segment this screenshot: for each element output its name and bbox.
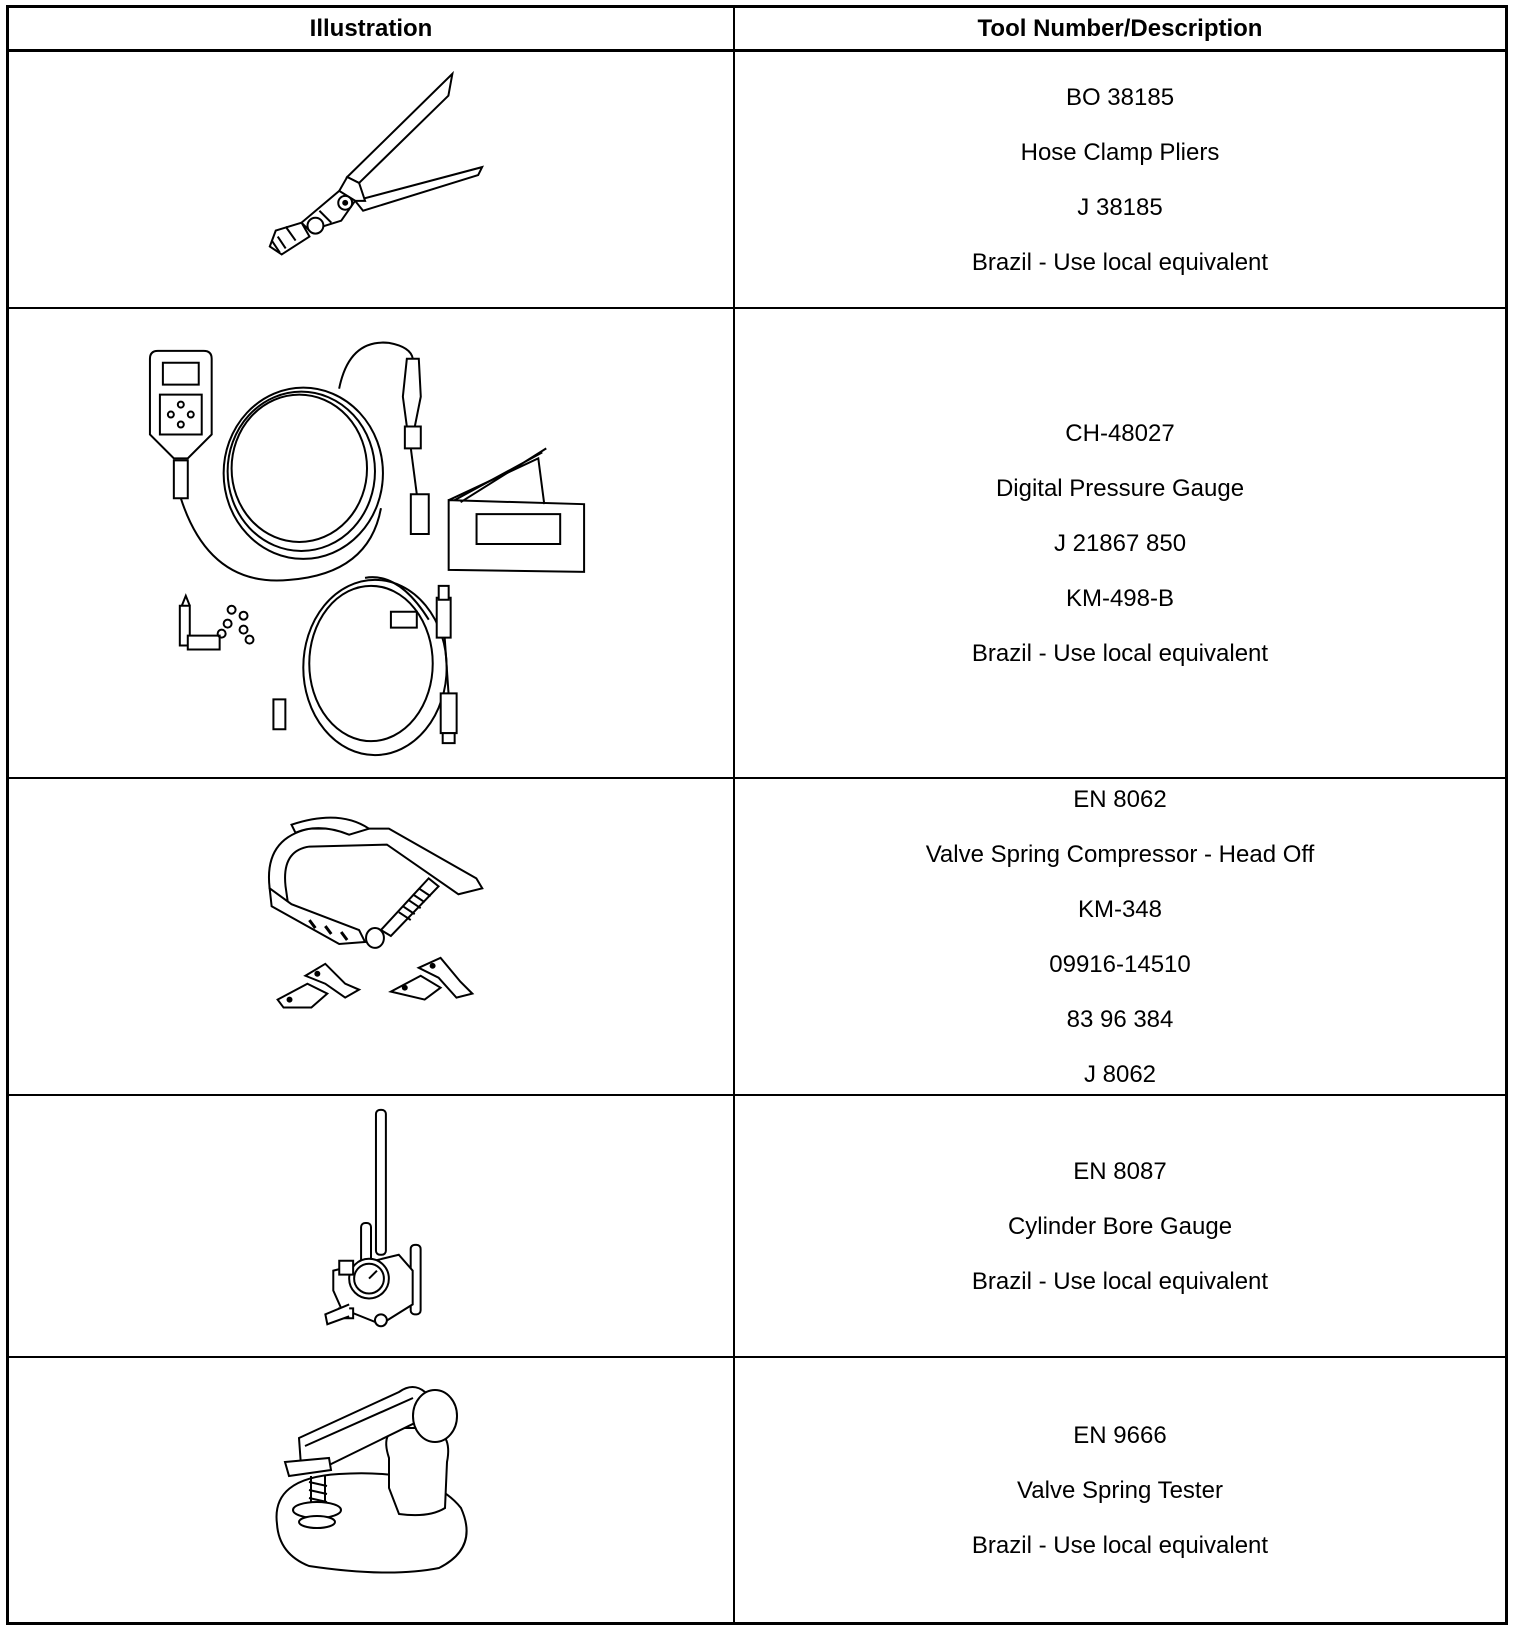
digital-pressure-gauge-illustration xyxy=(9,309,733,777)
valve-spring-compressor-illustration xyxy=(9,779,733,1094)
tool-line: BO 38185 xyxy=(1065,83,1175,111)
valve-spring-tester-illustration xyxy=(9,1358,733,1622)
table-row xyxy=(9,1358,1505,1622)
tool-line: 83 96 384 xyxy=(1066,1005,1174,1033)
tool-line: Valve Spring Compressor - Head Off xyxy=(925,840,1315,868)
tool-line: Hose Clamp Pliers xyxy=(1020,138,1220,166)
tool-line: Valve Spring Tester xyxy=(1017,1476,1223,1504)
tool-description xyxy=(735,1358,1505,1622)
tool-line: J 8062 xyxy=(1083,1060,1157,1088)
tool-line: Brazil - Use local equivalent xyxy=(971,1267,1269,1295)
tool-line: EN 9666 xyxy=(1073,1421,1167,1449)
tool-line: Cylinder Bore Gauge xyxy=(1007,1212,1233,1240)
tool-line: KM-498-B xyxy=(1065,584,1175,612)
tool-line: Digital Pressure Gauge xyxy=(995,474,1245,502)
tool-line: Brazil - Use local equivalent xyxy=(971,639,1269,667)
tool-line: KM-348 xyxy=(1077,895,1163,923)
tool-line: EN 8062 xyxy=(1073,785,1167,813)
tool-line: J 38185 xyxy=(1077,193,1163,221)
tool-description xyxy=(735,309,1505,777)
tool-description xyxy=(735,52,1505,307)
tool-line: CH-48027 xyxy=(1065,419,1175,447)
tool-description xyxy=(735,1096,1505,1356)
tool-line: EN 8087 xyxy=(1073,1157,1167,1185)
tool-description xyxy=(735,779,1505,1094)
table-row xyxy=(9,52,1505,309)
hose-clamp-pliers-illustration xyxy=(9,52,733,307)
table-row xyxy=(9,779,1505,1096)
cylinder-bore-gauge-illustration xyxy=(9,1096,733,1356)
table-header xyxy=(9,8,1505,52)
tool-line: J 21867 850 xyxy=(1053,529,1187,557)
header-illustration: Illustration xyxy=(309,15,433,42)
tool-line: Brazil - Use local equivalent xyxy=(971,1531,1269,1559)
tool-line: 09916-14510 xyxy=(1049,950,1191,978)
tool-line: Brazil - Use local equivalent xyxy=(971,248,1269,276)
special-tools-table xyxy=(6,5,1508,1625)
table-row xyxy=(9,1096,1505,1358)
header-tool-number-description: Tool Number/Description xyxy=(977,15,1263,42)
table-row xyxy=(9,309,1505,779)
